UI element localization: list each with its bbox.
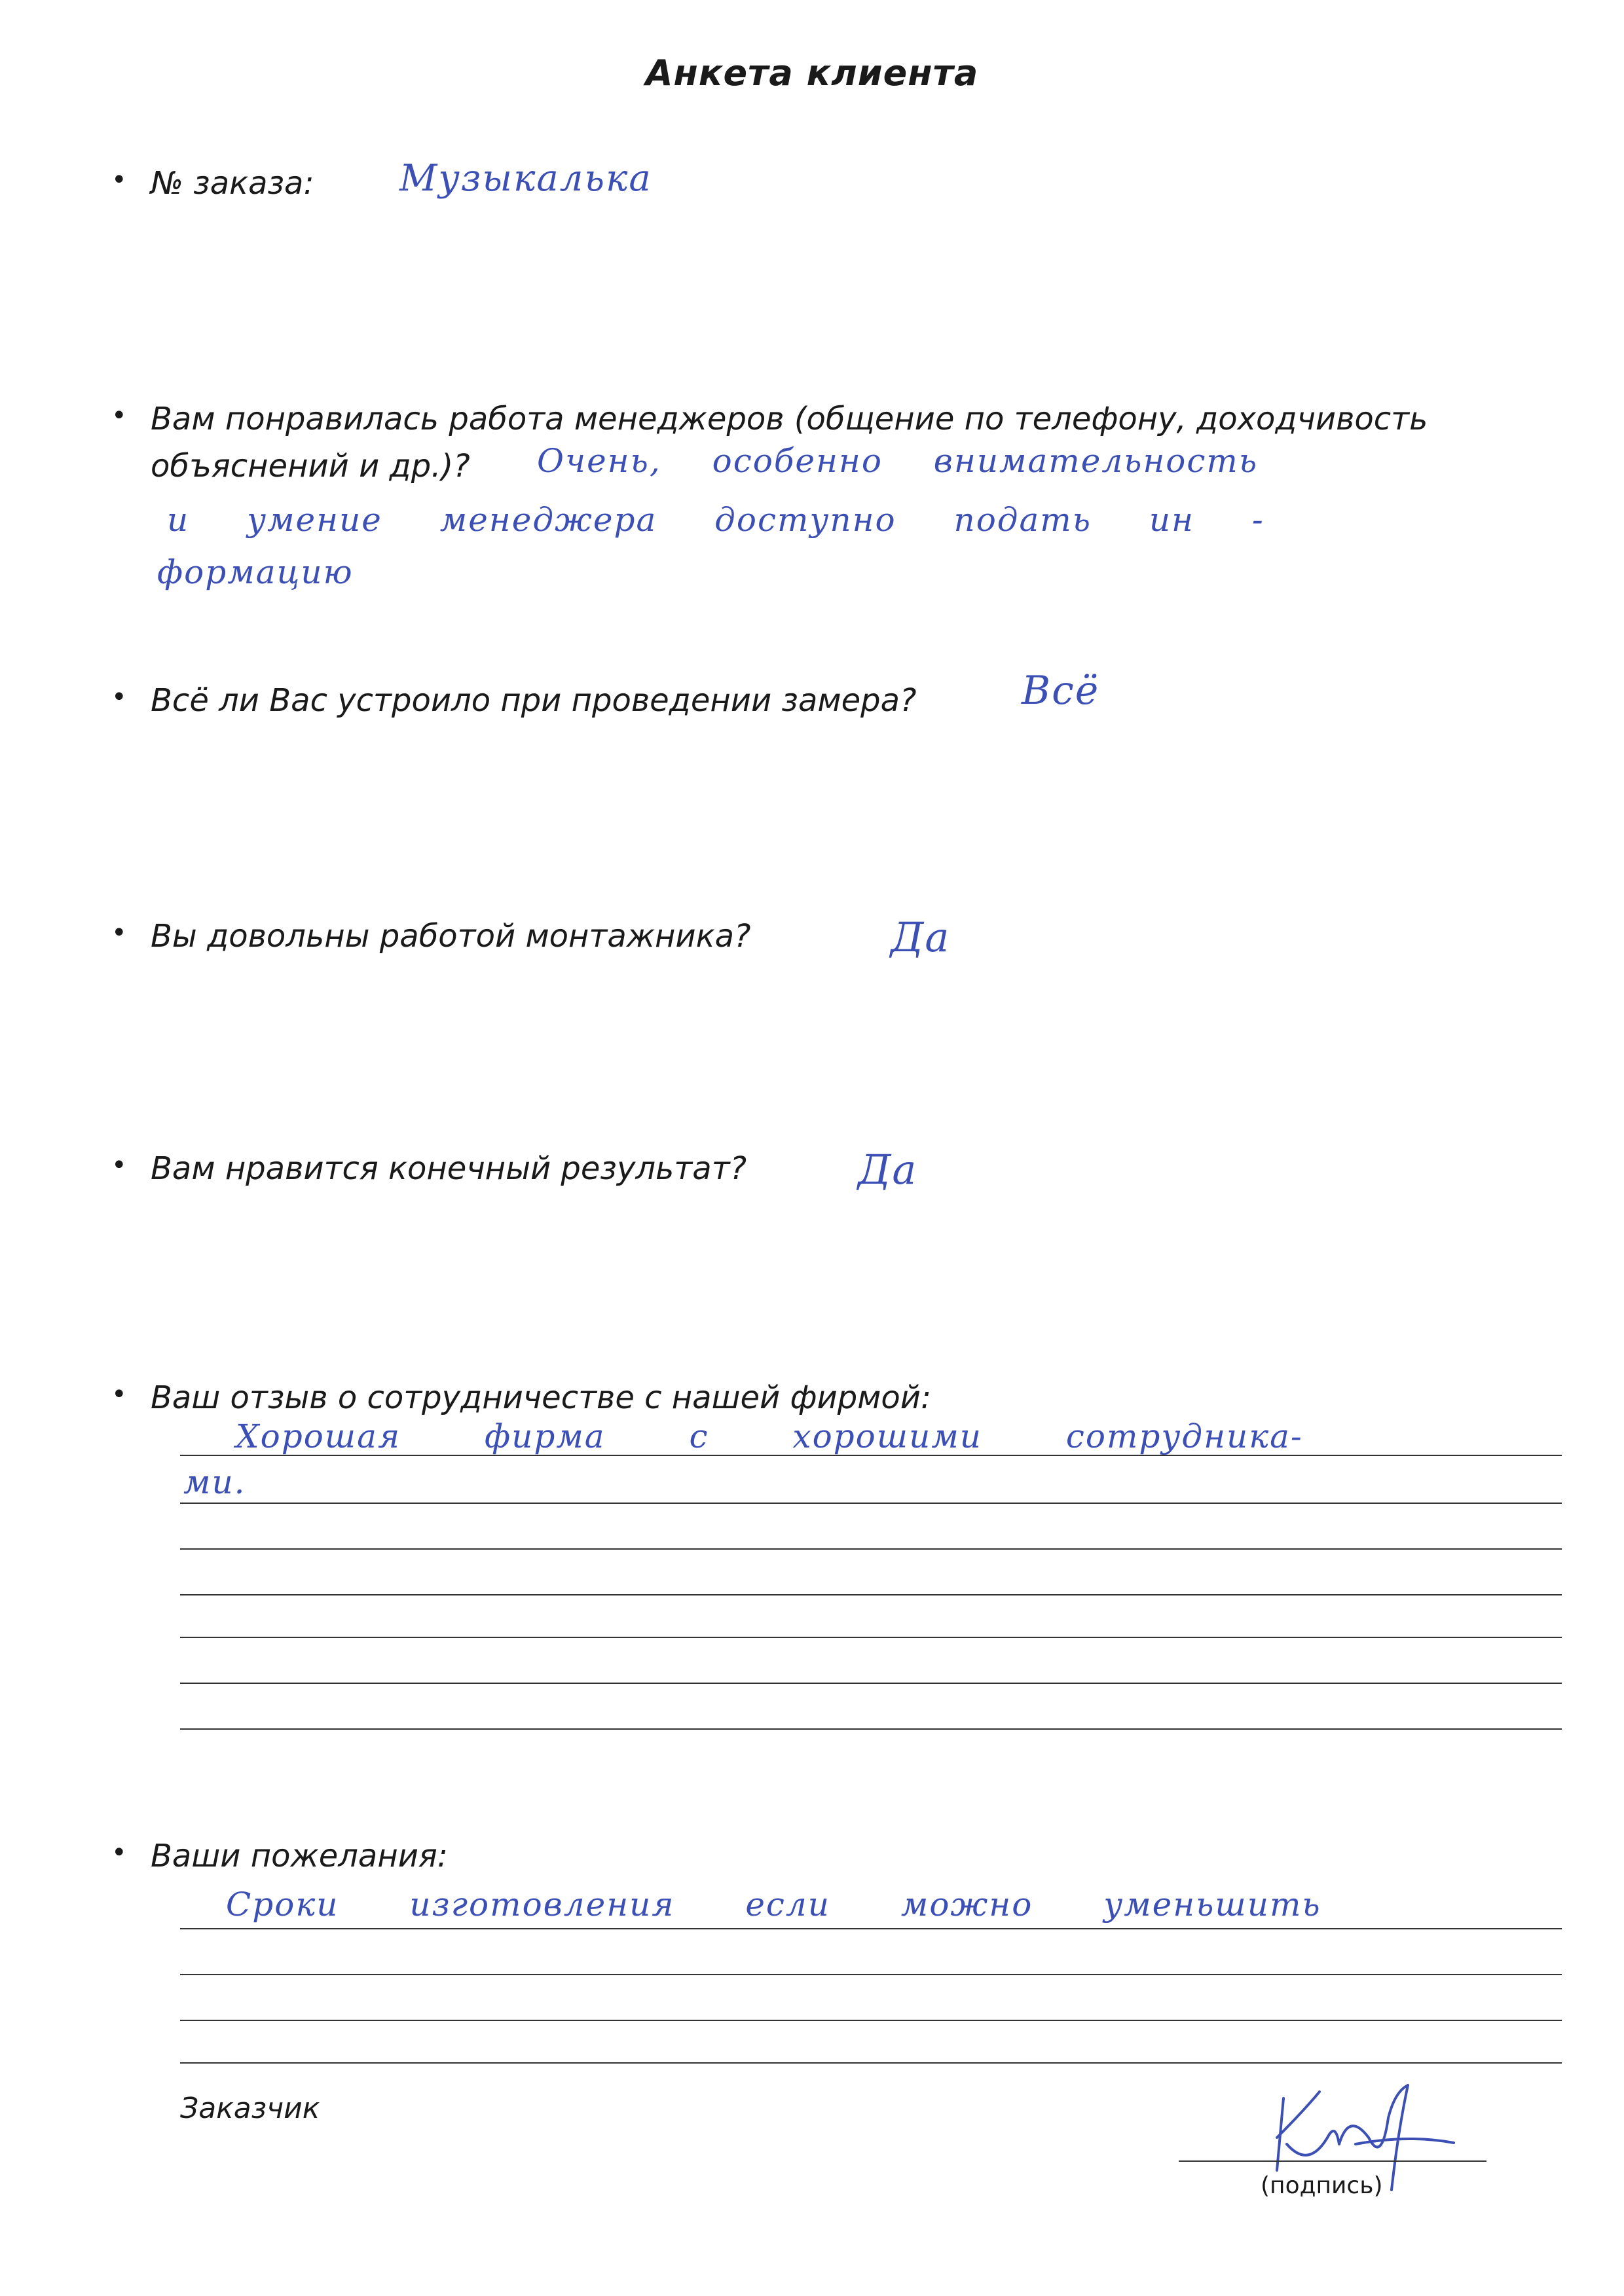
question-result [111,1149,1559,1188]
question-label-line2: объяснений и др.)? [151,448,470,484]
question-label: Ваши пожелания: [151,1838,448,1874]
bullet-icon: • [111,1150,127,1180]
bullet-icon: • [111,682,127,712]
bullet-icon: • [111,918,127,948]
page-title: Анкета клиента [645,52,979,94]
handwritten-answer: Всё [1022,668,1100,714]
bullet-icon: • [111,1379,127,1410]
signature-line [1179,2160,1486,2162]
handwritten-answer-line3: формацию [157,553,354,591]
customer-label: Заказчик [180,2092,320,2125]
answer-rule [180,1683,1562,1684]
answer-rule [180,1974,1562,1975]
answer-rule [180,1728,1562,1730]
bullet-icon: • [111,165,127,195]
question-label: Ваш отзыв о сотрудничестве с нашей фирмой: [151,1379,932,1416]
answer-rule [180,2020,1562,2021]
handwritten-answer-line2: ми. [183,1463,246,1501]
question-label: Всё ли Вас устроило при проведении замера? [151,682,917,719]
handwritten-answer: Музыкалька [399,157,652,200]
question-order-number [111,164,1559,203]
answer-rule [180,1455,1562,1456]
question-label: Вам нравится конечный результат? [151,1150,747,1187]
answer-rule [180,1637,1562,1638]
question-wishes [111,1836,1559,1876]
question-feedback [111,1378,1559,1417]
handwritten-answer: Сроки изготовления если можно уменьшить [226,1886,1321,1923]
bullet-icon: • [111,401,127,431]
answer-rule [180,1594,1562,1595]
handwritten-answer-line1: Очень, особенно внимательность [537,442,1259,480]
handwritten-answer-line1: Хорошая фирма с хорошими сотрудника- [236,1417,1303,1455]
handwritten-answer: Да [891,913,951,961]
signature-caption: (подпись) [1261,2172,1383,2199]
bullet-icon: • [111,1838,127,1868]
answer-rule [180,1928,1562,1929]
question-label: № заказа: [151,165,314,202]
answer-rule [180,1548,1562,1550]
question-label: Вам понравилась работа менеджеров (общение по телефону, доходчивость [151,401,1428,437]
question-label: Вы довольны работой монтажника? [151,918,751,955]
answer-rule [180,1503,1562,1504]
handwritten-answer-line2: и умение менеджера доступно подать ин - [167,501,1264,539]
question-installer [111,917,1559,956]
answer-rule [180,2062,1562,2064]
question-measurement [111,681,1559,720]
handwritten-answer: Да [858,1146,918,1194]
